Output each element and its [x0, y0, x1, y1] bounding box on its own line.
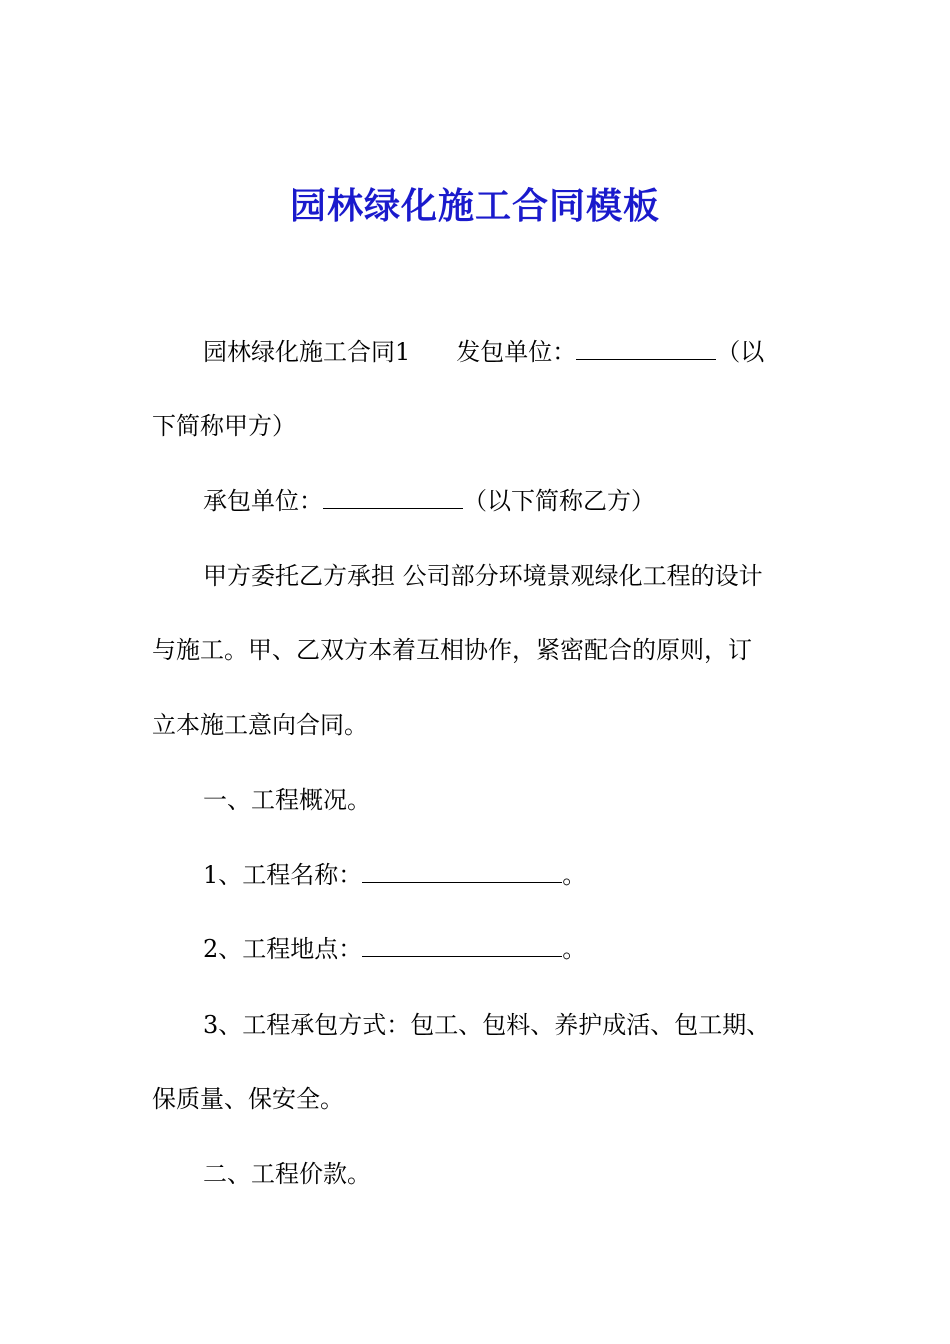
agreement-line-1: 甲方委托乙方承担 公司部分环境景观绿化工程的设计 — [203, 562, 763, 590]
party-a-continuation: 下简称甲方） — [152, 412, 296, 440]
contract-method-line-2: 保质量、保安全。 — [152, 1085, 344, 1113]
party-b-line — [203, 485, 655, 517]
project-name-blank — [362, 860, 562, 883]
party-b-suffix: （以下简称乙方） — [463, 487, 655, 515]
party-b-blank — [323, 486, 463, 509]
project-name-label: 1、工程名称： — [203, 861, 363, 889]
project-location-label: 2、工程地点： — [203, 935, 363, 963]
party-a-label: 发包单位： — [456, 338, 577, 366]
agreement-line-3: 立本施工意向合同。 — [152, 711, 368, 739]
party-a-blank — [576, 337, 716, 360]
party-a-suffix: （以 — [716, 338, 765, 366]
party-a-line — [203, 336, 764, 368]
contract-method-line-1: 3、工程承包方式：包工、包料、养护成活、包工期、 — [203, 1011, 771, 1039]
project-location-line: 2、工程地点： 。 — [203, 935, 587, 963]
agreement-line-2: 与施工。甲、乙双方本着互相协作，紧密配合的原则，订 — [152, 636, 752, 664]
party-b-label: 承包单位： — [203, 487, 323, 515]
document-title: 园林绿化施工合同模板 — [289, 185, 660, 227]
project-name-line: 1、工程名称： 。 — [203, 861, 587, 889]
contract-heading: 园林绿化施工合同1 — [203, 338, 411, 366]
project-location-blank — [362, 934, 562, 957]
section-heading-price: 二、工程价款。 — [203, 1160, 371, 1188]
section-heading-overview: 一、工程概况。 — [203, 786, 371, 814]
